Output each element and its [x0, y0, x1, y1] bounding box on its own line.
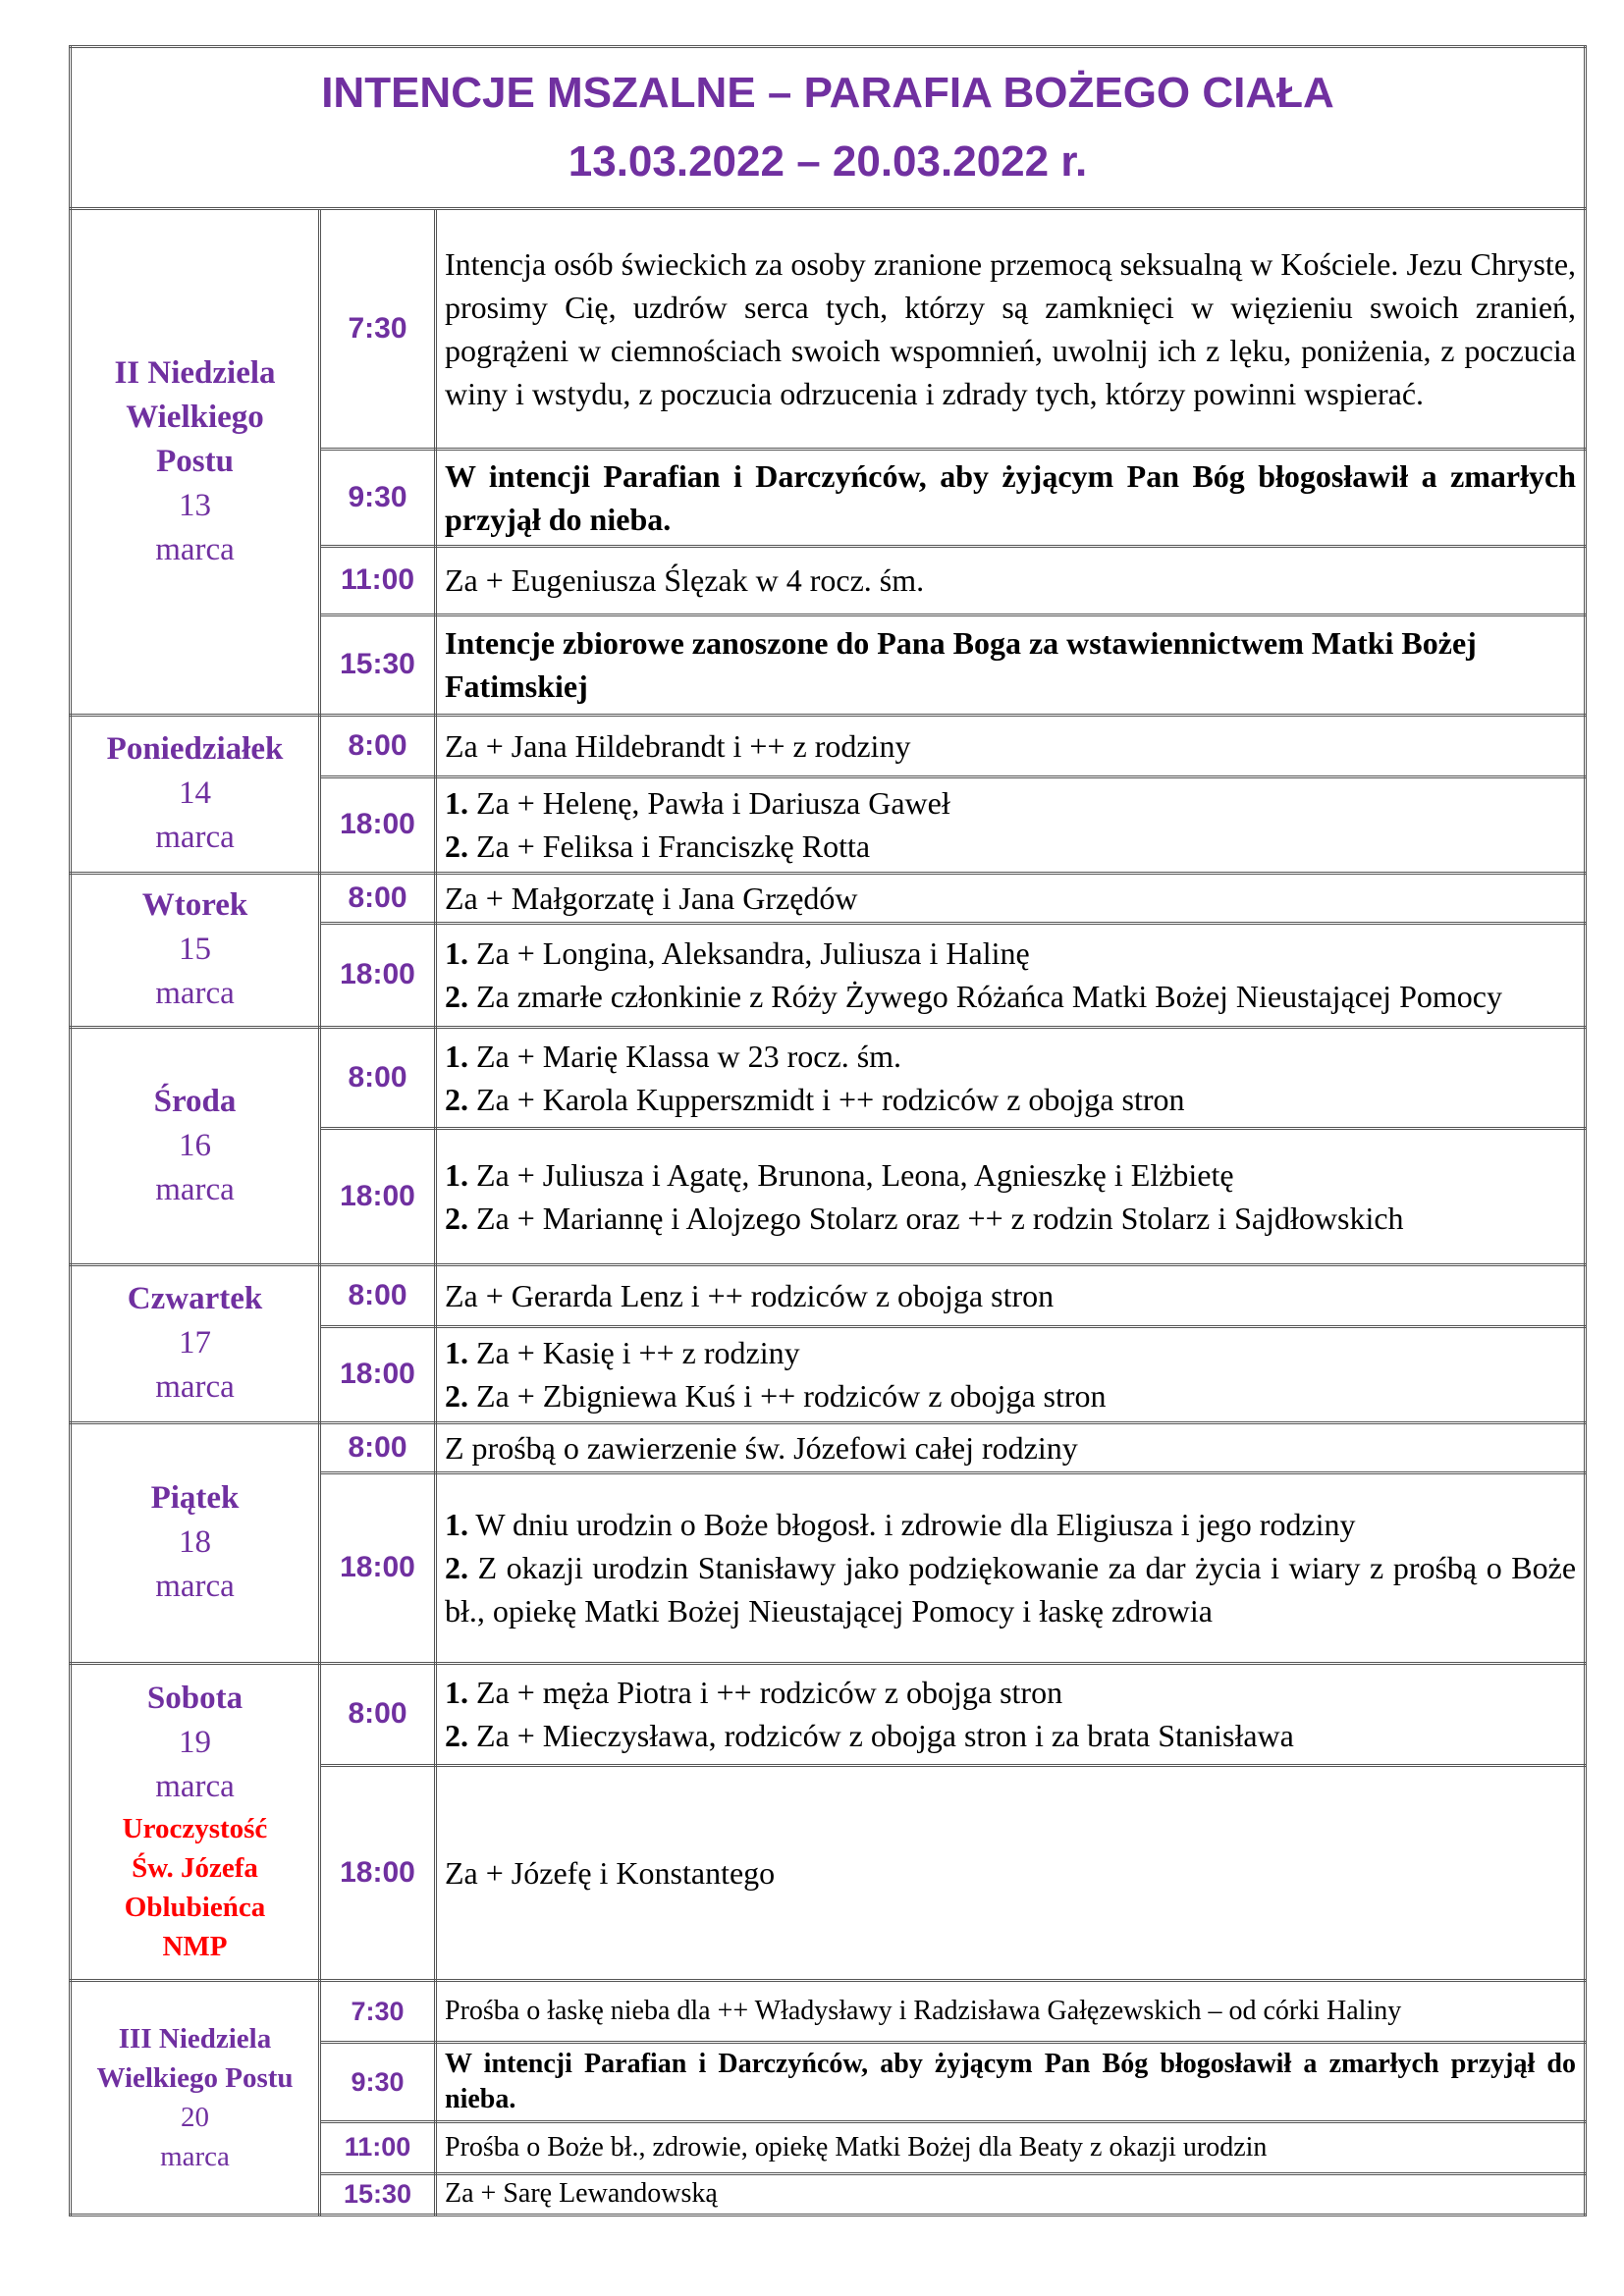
mass-row	[71, 1423, 1586, 1473]
intention-cell	[436, 208, 1586, 449]
mass-time: 11:00	[320, 547, 436, 614]
day-date: 14	[179, 775, 211, 812]
mass-time: 18:00	[320, 1128, 436, 1264]
intention-number: 2.	[445, 1550, 468, 1586]
intention-cell	[436, 1766, 1586, 1981]
intention-text	[445, 1078, 1576, 1121]
page-title: INTENCJE MSZALNE – PARAFIA BOŻEGO CIAŁA	[321, 68, 1334, 117]
intention-number: 1.	[445, 1507, 468, 1543]
intention-number: 2.	[445, 1718, 468, 1754]
intentions-table	[69, 45, 1587, 2216]
mass-row	[71, 715, 1586, 776]
day-name: Sobota	[146, 1681, 244, 1717]
intention-number: 1.	[445, 1038, 468, 1074]
day-cell	[71, 1423, 320, 1663]
day-month: marca	[155, 531, 235, 567]
day-date: 18	[179, 1524, 211, 1561]
intention-cell	[436, 1264, 1586, 1326]
intention-text	[445, 825, 1576, 868]
intention-body: Za + Juliusza i Agatę, Brunona, Leona, Agnieszkę i Elżbietę	[468, 1156, 1234, 1193]
day-cell	[71, 1663, 320, 1980]
mass-time: 8:00	[320, 874, 436, 924]
intention-text: Za + Gerarda Lenz i ++ rodziców z obojga stron	[445, 1277, 1055, 1313]
mass-time: 8:00	[320, 1423, 436, 1473]
intention-text: Za + Sarę Lewandowską	[445, 2178, 718, 2210]
intention-cell	[436, 715, 1586, 776]
intention-text	[445, 1671, 1576, 1714]
mass-time: 18:00	[320, 924, 436, 1027]
intention-text: Za + Eugeniusza Ślęzak w 4 rocz. śm.	[445, 562, 925, 599]
mass-row	[71, 1264, 1586, 1326]
mass-time: 18:00	[320, 1326, 436, 1423]
mass-row	[71, 208, 1586, 449]
intention-body: Za + Kasię i ++ z rodziny	[468, 1335, 800, 1371]
mass-time: 9:30	[320, 2043, 436, 2122]
intention-text: Za + Małgorzatę i Jana Grzędów	[445, 881, 858, 917]
day-cell	[71, 1027, 320, 1264]
intention-cell	[436, 614, 1586, 715]
intention-cell	[436, 776, 1586, 874]
day-cell	[71, 1264, 320, 1423]
intention-text: W intencji Parafian i Darczyńców, aby żyjącym Pan Bóg błogosławił a zmarłych przyjął do nieba.	[445, 458, 1577, 538]
intention-number: 2.	[445, 1081, 468, 1117]
mass-time: 7:30	[320, 208, 436, 449]
intention-number: 1.	[445, 935, 468, 972]
feast-label: Uroczystość	[122, 1813, 268, 1845]
day-name: Czwartek	[127, 1281, 263, 1317]
intention-body: Za + Longina, Aleksandra, Juliusza i Halinę	[468, 935, 1030, 972]
intention-text: Za + Jana Hildebrandt i ++ z rodziny	[445, 727, 911, 764]
intention-body: Za + Karola Kupperszmidt i ++ rodziców z obojga stron	[468, 1081, 1185, 1117]
intention-number: 2.	[445, 1200, 468, 1236]
mass-time: 8:00	[320, 1027, 436, 1128]
feast-label: Św. Józefa	[132, 1852, 258, 1885]
intention-number: 1.	[445, 1156, 468, 1193]
intention-text: Intencje zbiorowe zanoszone do Pana Boga za wstawiennictwem Matki Bożej Fatimskiej	[445, 625, 1477, 705]
day-month: marca	[155, 1569, 235, 1605]
intention-body: Za + Zbigniewa Kuś i ++ rodziców z obojga stron	[468, 1378, 1107, 1415]
day-cell	[71, 874, 320, 1027]
day-date: 19	[179, 1725, 211, 1761]
day-name: Postu	[156, 443, 234, 479]
intention-body: Za + Mieczysława, rodziców z obojga stron i za brata Stanisława	[468, 1718, 1294, 1754]
mass-time: 18:00	[320, 1766, 436, 1981]
mass-time: 8:00	[320, 1264, 436, 1326]
day-month: marca	[155, 976, 235, 1012]
day-name: Wtorek	[141, 887, 248, 924]
intention-number: 2.	[445, 828, 468, 865]
intention-cell	[436, 1326, 1586, 1423]
day-month: marca	[155, 820, 235, 856]
day-month: marca	[155, 1171, 235, 1207]
intention-cell	[436, 2043, 1586, 2122]
intention-body: Za zmarłe członkinie z Róży Żywego Różańca Matki Bożej Nieustającej Pomocy	[468, 979, 1502, 1015]
mass-row	[71, 874, 1586, 924]
mass-time: 18:00	[320, 1473, 436, 1663]
intention-cell	[436, 1663, 1586, 1766]
day-date: 15	[179, 932, 211, 968]
intention-cell	[436, 2122, 1586, 2173]
intention-text	[445, 1546, 1576, 1632]
intention-text	[445, 932, 1576, 975]
day-date: 17	[179, 1325, 211, 1362]
intention-text	[445, 1331, 1576, 1374]
mass-time: 7:30	[320, 1981, 436, 2043]
intention-cell	[436, 1423, 1586, 1473]
intention-text: Prośba o łaskę nieba dla ++ Władysławy i Radzisława Gałęzewskich – od córki Haliny	[445, 1996, 1402, 2027]
intention-cell	[436, 924, 1586, 1027]
day-name: Wielkiego	[126, 399, 264, 435]
intention-number: 1.	[445, 1675, 468, 1711]
day-date: 20	[181, 2102, 209, 2134]
day-cell	[71, 208, 320, 715]
day-cell	[71, 1981, 320, 2216]
mass-time: 15:30	[320, 614, 436, 715]
day-name: III Niedziela	[118, 2023, 272, 2056]
day-name: Środa	[153, 1083, 237, 1119]
intention-text	[445, 1197, 1576, 1240]
intention-cell	[436, 1473, 1586, 1663]
intention-number: 1.	[445, 1335, 468, 1371]
intention-cell	[436, 874, 1586, 924]
day-name: Piątek	[150, 1480, 240, 1517]
intention-cell	[436, 450, 1586, 547]
intention-body: Za + Helenę, Pawła i Dariusza Gaweł	[468, 785, 950, 822]
feast-label: Oblubieńca	[124, 1892, 266, 1924]
intention-body: Za + Marię Klassa w 23 rocz. śm.	[468, 1038, 902, 1074]
mass-time: 15:30	[320, 2173, 436, 2216]
header-cell	[71, 47, 1586, 209]
intention-text: W intencji Parafian i Darczyńców, aby żyjącym Pan Bóg błogosławił a zmarłych przyjął do nieba.	[445, 2049, 1577, 2115]
day-month: marca	[155, 1369, 235, 1406]
mass-time: 11:00	[320, 2122, 436, 2173]
feast-label: NMP	[162, 1931, 228, 1963]
mass-time: 8:00	[320, 715, 436, 776]
intention-body: Z okazji urodzin Stanisławy jako podziękowanie za dar życia i wiary z prośbą o Boże bł., opiekę Matki Bożej Nieustającej Pomocy i łaskę zdrowia	[445, 1550, 1577, 1629]
mass-row	[71, 1981, 1586, 2043]
mass-time: 9:30	[320, 450, 436, 547]
intention-number: 2.	[445, 1378, 468, 1415]
mass-row	[71, 1027, 1586, 1128]
intention-body: W dniu urodzin o Boże błogosł. i zdrowie dla Eligiusza i jego rodziny	[468, 1507, 1356, 1543]
intention-cell	[436, 1128, 1586, 1264]
day-month: marca	[160, 2141, 230, 2173]
intention-text: Z prośbą o zawierzenie św. Józefowi całej rodziny	[445, 1430, 1078, 1467]
intention-text	[445, 1153, 1576, 1197]
intention-cell	[436, 547, 1586, 614]
intention-body: Za + Feliksa i Franciszkę Rotta	[468, 828, 871, 865]
day-date: 16	[179, 1127, 211, 1163]
day-name: Poniedziałek	[106, 731, 284, 768]
intention-text	[445, 975, 1576, 1018]
intention-text	[445, 781, 1576, 825]
intention-text	[445, 1035, 1576, 1078]
day-month: marca	[155, 1769, 235, 1805]
day-cell	[71, 715, 320, 874]
intention-text: Prośba o Boże bł., zdrowie, opiekę Matki Bożej dla Beaty z okazji urodzin	[445, 2131, 1268, 2163]
day-name: II Niedziela	[114, 354, 276, 391]
intention-cell	[436, 1981, 1586, 2043]
intention-body: Za + męża Piotra i ++ rodziców z obojga stron	[468, 1675, 1063, 1711]
intention-text	[445, 1503, 1576, 1546]
header-row	[71, 47, 1586, 209]
intention-number: 1.	[445, 785, 468, 822]
intention-text	[445, 1374, 1576, 1417]
mass-time: 18:00	[320, 776, 436, 874]
intention-text	[445, 1714, 1576, 1757]
intention-number: 2.	[445, 979, 468, 1015]
intention-text: Za + Józefę i Konstantego	[445, 1855, 776, 1892]
mass-row	[71, 1663, 1586, 1766]
intention-cell	[436, 1027, 1586, 1128]
intention-text: Intencja osób świeckich za osoby zranione przemocą seksualną w Kościele. Jezu Chryste, prosimy Cię, uzdrów serca tych, którzy są zamknięci w więzieniu swoich zranień, pogrążeni w ciemnościach swoich wspomnień, uwolnij ich z lęku, poniżenia, z poczucia winy i wstydu, z poczucia odrzucenia i zdrady tych, którzy powinni wspierać.	[445, 246, 1577, 412]
day-name: Wielkiego Postu	[96, 2062, 294, 2095]
date-range: 13.03.2022 – 20.03.2022 r.	[568, 136, 1088, 186]
day-date: 13	[179, 487, 211, 523]
intention-cell	[436, 2173, 1586, 2216]
mass-time: 8:00	[320, 1663, 436, 1766]
intention-body: Za + Mariannę i Alojzego Stolarz oraz ++ z rodzin Stolarz i Sajdłowskich	[468, 1200, 1404, 1236]
